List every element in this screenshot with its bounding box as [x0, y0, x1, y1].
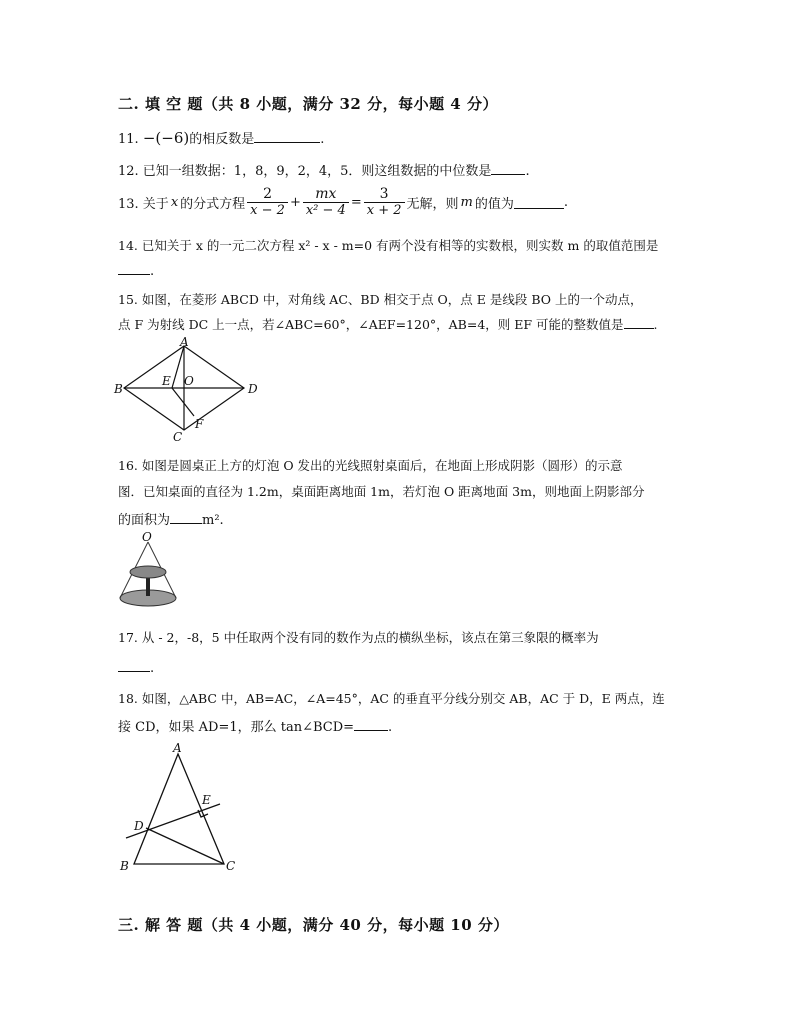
rhombus-label-c: C — [173, 430, 183, 444]
question-16-line-3 — [118, 509, 224, 528]
table-top-ellipse — [130, 566, 166, 578]
q18-answer-blank — [354, 718, 388, 731]
lamp-cone-figure — [112, 530, 182, 614]
q13-after: 无解，则 — [406, 197, 459, 212]
question-12 — [118, 160, 530, 179]
q12-end: . — [525, 164, 530, 179]
rhombus-label-d: D — [248, 382, 258, 396]
q11-expression: −(−6) — [142, 129, 190, 147]
q13-fraction-3: $\frac{3}{x + 2}$ — [364, 186, 405, 219]
q17-answer-blank — [118, 659, 150, 672]
q16-answer-blank — [170, 511, 202, 524]
question-17-line-2 — [118, 659, 154, 676]
q14-end: . — [150, 264, 155, 279]
section-2-heading: 二. 填 空 题（共 8 小题，满分 32 分，每小题 4 分） — [118, 95, 498, 113]
q12-text: 12. 已知一组数据：1，8，9，2，4，5．则这组数据的中位数是 — [118, 164, 492, 179]
triangle-label-d: D — [134, 819, 144, 833]
q18-end: . — [388, 720, 393, 735]
question-18-line-1: 18. 如图，△ABC 中，AB=AC，∠A=45°，AC 的垂直平分线分别交 AB，AC 于 D，E 两点，连 — [118, 691, 665, 706]
question-17-line-1: 17. 从 - 2，-8，5 中任取两个没有同的数作为点的横纵坐标，该点在第三象限的概率为 — [118, 630, 599, 645]
q13-var-x: x — [170, 195, 179, 210]
q13-equals: = — [350, 195, 362, 210]
triangle-figure — [112, 740, 242, 876]
triangle-label-e: E — [202, 793, 211, 807]
q13-plus: + — [289, 195, 301, 210]
question-15-line-1: 15. 如图，在菱形 ABCD 中，对角线 AC、BD 相交于点 O，点 E 是线段 BO 上的一个动点， — [118, 292, 643, 307]
q11-answer-blank — [254, 130, 320, 143]
triangle-label-c: C — [226, 859, 236, 873]
q12-answer-blank — [491, 162, 525, 175]
q13-end: . — [563, 195, 568, 210]
q13-answer-blank — [514, 196, 564, 209]
rhombus-label-f: F — [195, 417, 204, 431]
q16-unit: m². — [202, 513, 224, 528]
q11-number: 11. — [118, 132, 139, 147]
question-14-line-1: 14. 已知关于 x 的一元二次方程 x² - x - m=0 有两个没有相等的实数根，则实数 m 的取值范围是 — [118, 238, 659, 253]
q13-tail: 的值为 — [474, 197, 514, 212]
q13-prefix: 13. 关于 — [118, 197, 169, 212]
rhombus-label-b: B — [114, 382, 123, 396]
q15-end: . — [653, 317, 658, 332]
rhombus-label-e: E — [162, 374, 171, 388]
q13-fraction-1: $\frac{2}{x - 2}$ — [247, 186, 288, 219]
q13-fraction-2: $\frac{mx}{\text{x² − 4}}$ — [303, 186, 349, 219]
q11-text: 的相反数是 — [189, 132, 255, 147]
q16-line-3-text: 的面积为 — [118, 513, 171, 528]
rhombus-label-o: O — [184, 374, 194, 388]
section-3-heading: 三. 解 答 题（共 4 小题，满分 40 分，每小题 10 分） — [118, 916, 509, 934]
lamp-label-o: O — [142, 530, 152, 544]
q13-mid: 的分式方程 — [180, 197, 246, 212]
q15-line-2-text: 点 F 为射线 DC 上一点，若∠ABC=60°，∠AEF=120°，AB=4，则 EF 可能的整数值是 — [118, 317, 624, 332]
rhombus-figure — [112, 336, 260, 444]
q13-var-m: m — [460, 195, 473, 210]
q14-answer-blank — [118, 262, 150, 275]
q11-end: . — [320, 132, 325, 147]
rhombus-label-a: A — [180, 336, 189, 349]
triangle-label-a: A — [173, 741, 182, 755]
triangle-label-b: B — [120, 859, 129, 873]
q17-end: . — [150, 661, 155, 676]
question-14-line-2 — [118, 262, 154, 279]
q15-answer-blank — [624, 316, 654, 329]
question-18-line-2 — [118, 716, 392, 735]
question-16-line-2: 图．已知桌面的直径为 1.2m，桌面距离地面 1m，若灯泡 O 距离地面 3m，则地面上阴影部分 — [118, 484, 645, 499]
question-11 — [118, 128, 324, 147]
question-13 — [118, 186, 568, 219]
question-16-line-1: 16. 如图是圆桌正上方的灯泡 O 发出的光线照射桌面后，在地面上形成阴影（圆形）的示意 — [118, 458, 623, 473]
q18-line-2-text: 接 CD，如果 AD=1，那么 tan∠BCD= — [118, 720, 355, 735]
question-15-line-2 — [118, 315, 658, 333]
